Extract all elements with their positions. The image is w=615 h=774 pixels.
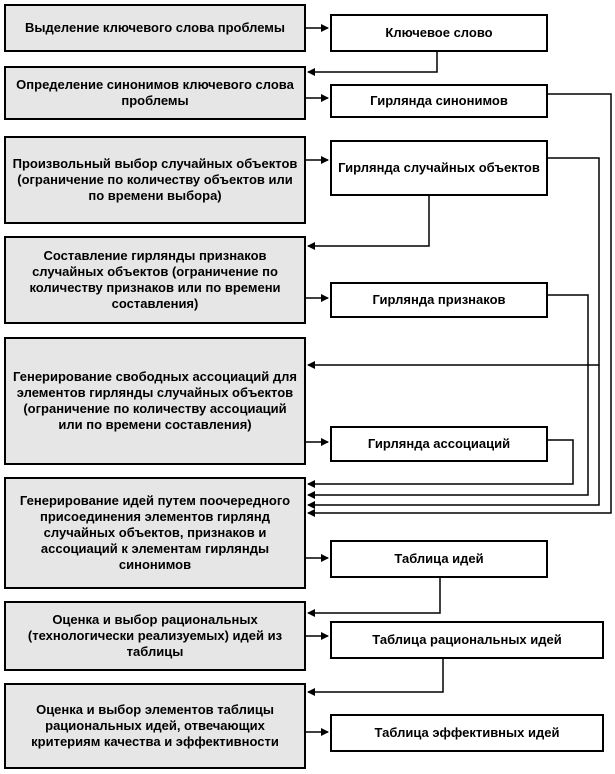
output-8-text: Таблица эффективных идей: [374, 725, 560, 741]
step-6-text: Генерирование идей путем поочередного присоединения элементов гирлянд случайных объектов, признаков и ассоциаций к элементам гирлянды синонимов: [19, 493, 291, 572]
output-2-text: Гирлянда синонимов: [370, 93, 508, 109]
arrow-ideas-table-to-step7: [308, 578, 440, 613]
output-4-text: Гирлянда признаков: [372, 292, 506, 308]
output-3-text: Гирлянда случайных объектов: [338, 160, 540, 176]
arrow-rational-table-to-step8: [308, 659, 443, 692]
step-1-text: Выделение ключевого слова проблемы: [24, 20, 286, 36]
output-6-text: Таблица идей: [394, 551, 484, 567]
output-7-text: Таблица рациональных идей: [372, 632, 562, 648]
step-5-text: Генерирование свободных ассоциаций для элементов гирлянды случайных объектов (ограничение по количеству ассоциаций или по времени составления): [13, 369, 297, 432]
step-3-text: Произвольный выбор случайных объектов (ограничение по количеству объектов или по времени выбора): [12, 156, 298, 203]
arrow-keyword-to-step2: [308, 52, 437, 72]
step-4-text: Составление гирлянды признаков случайных объектов (ограничение по количеству признаков или по времени составления): [29, 248, 281, 311]
output-5-text: Гирлянда ассоциаций: [367, 436, 511, 452]
arrow-features-to-step6: [308, 295, 588, 495]
output-1-text: Ключевое слово: [385, 25, 493, 41]
arrow-associations-to-step6: [308, 440, 573, 484]
step-2-text: Определение синонимов ключевого слова проблемы: [16, 77, 294, 108]
arrow-random-objects-to-step5: [308, 158, 599, 365]
arrow-synonyms-to-step6: [308, 94, 611, 513]
arrow-random-objects-to-step4: [308, 196, 429, 246]
step-8-text: Оценка и выбор элементов таблицы рациональных идей, отвечающих критериям качества и эффективности: [31, 702, 279, 749]
step-7-text: Оценка и выбор рациональных (технологически реализуемых) идей из таблицы: [27, 612, 283, 659]
